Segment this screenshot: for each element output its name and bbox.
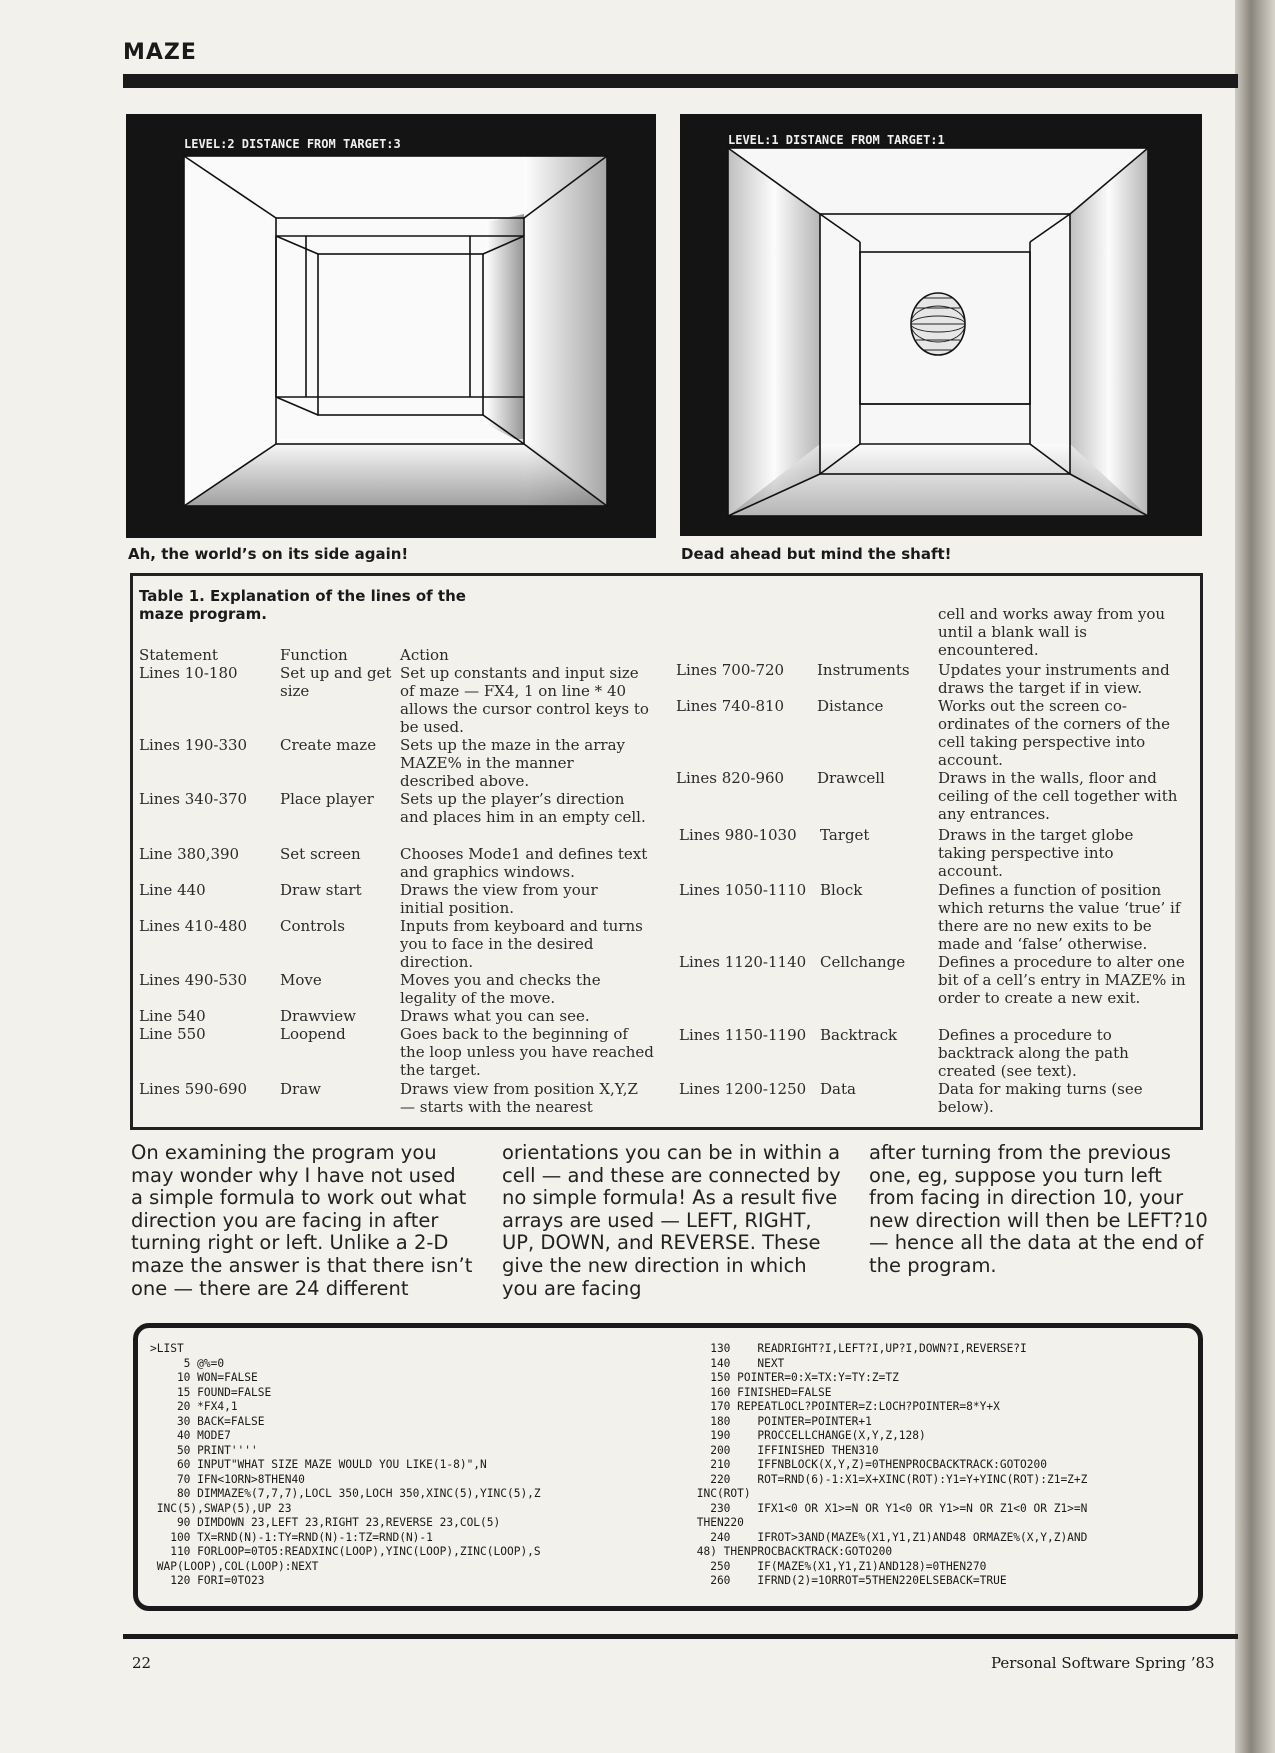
section-title: MAZE: [123, 40, 197, 65]
table-row-statement: Lines 1120-1140: [679, 953, 807, 971]
table-row-function: Data: [820, 1080, 856, 1098]
table-row-action: Moves you and checks the legality of the move.: [400, 971, 601, 1007]
table-row-action: Works out the screen co-ordinates of the corners of the cell taking perspective into account.: [938, 697, 1170, 769]
table-row-function: Controls: [280, 917, 345, 935]
body-paragraph: On examining the program you may wonder why I have not used a simple formula to work out what direction you are facing in after turning right or left. Unlike a 2-D maze the answer is that there isn’t one — there are 24 different: [131, 1141, 473, 1300]
table-row-function: Instruments: [817, 661, 910, 679]
table-row-statement: Lines 980-1030: [679, 826, 797, 844]
table-row-action: Draws in the target globe taking perspective into account.: [938, 826, 1134, 880]
table-row-action: Defines a function of position which returns the value ‘true’ if there are no new exits to be made and ‘false’ otherwise.: [938, 881, 1181, 953]
table-row-statement: Line 540: [139, 1007, 206, 1025]
table-row-function: Distance: [817, 697, 884, 715]
page-edge-binding: [1235, 0, 1275, 1753]
screenshot-2-caption: Dead ahead but mind the shaft!: [681, 545, 952, 563]
table-row-action: Updates your instruments and draws the target if in view.: [938, 661, 1170, 697]
body-paragraph: after turning from the previous one, eg, suppose you turn left from facing in direction 10, your new direction will then be LEFT?10 — hence all the data at the end of the program.: [869, 1141, 1208, 1277]
page-number: 22: [132, 1654, 152, 1672]
table-row-statement: Line 440: [139, 881, 206, 899]
table-title: Table 1. Explanation of the lines of the maze program.: [139, 587, 466, 623]
table-row-action: Sets up the maze in the array MAZE% in the manner described above.: [400, 736, 625, 790]
table-row-function: Block: [820, 881, 863, 899]
table-row-statement: Lines 410-480: [139, 917, 248, 935]
table-row-statement: Lines 740-810: [676, 697, 785, 715]
table-row-function: Move: [280, 971, 322, 989]
table-row-function: Draw start: [280, 881, 362, 899]
table-row-action: Draws the view from your initial position.: [400, 881, 598, 917]
maze-screenshot-1: [126, 114, 656, 538]
body-paragraph: orientations you can be in within a cell — and these are connected by no simple formula! As a result five arrays are used — LEFT, RIGHT, UP, DOWN, and REVERSE. These give the new direction in which you are facing: [502, 1141, 841, 1300]
listing-left-column: >LIST 5 @%=0 10 WON=FALSE 15 FOUND=FALSE 20 *FX4,1 30 BACK=FALSE 40 MODE7 50 PRINT'''' 60 INPUT"WHAT SIZE MAZE WOULD YOU LIKE(1-8)",N 70 IFN<1ORN>8THEN40 80 DIMMAZE%(7,7,7),LOCL 350,LOCH 350,XINC(5),YINC(5),Z INC(5),SWAP(5),UP 23 90 DIMDOWN 23,LEFT 23,RIGHT 23,REVERSE 23,COL(5) 100 TX=RND(N)-1:TY=RND(N)-1:TZ=RND(N)-1 110 FORLOOP=0TO5:READXINC(LOOP),YINC(LOOP),ZINC(LOOP),S WAP(LOOP),COL(LOOP):NEXT 120 FORI=0TO23: [150, 1342, 541, 1587]
table-header-function: Function: [280, 646, 348, 664]
table-row-function: Set up and get size: [280, 664, 392, 700]
table-row-statement: Lines 190-330: [139, 736, 248, 754]
table-row-action: Goes back to the beginning of the loop unless you have reached the target.: [400, 1025, 654, 1079]
hud-text-2: LEVEL:1 DISTANCE FROM TARGET:1: [728, 133, 945, 147]
table-row-function: Target: [820, 826, 870, 844]
table-row-function: Cellchange: [820, 953, 906, 971]
table-row-action: Sets up the player’s direction and places him in an empty cell.: [400, 790, 646, 826]
table-row-statement: Line 380,390: [139, 845, 240, 863]
table-row-statement: Lines 10-180: [139, 664, 238, 682]
table-row-function: Backtrack: [820, 1026, 898, 1044]
table-row-statement: Lines 340-370: [139, 790, 248, 808]
table-row-statement: Lines 1150-1190: [679, 1026, 807, 1044]
table-row-action: Draws in the walls, floor and ceiling of the cell together with any entrances.: [938, 769, 1178, 823]
maze-screenshot-2: [680, 114, 1202, 536]
footer-rule: [123, 1634, 1238, 1639]
listing-right-column: 130 READRIGHT?I,LEFT?I,UP?I,DOWN?I,REVERSE?I 140 NEXT 150 POINTER=0:X=TX:Y=TY:Z=TZ 160 FINISHED=FALSE 170 REPEATLOCL?POINTER=Z:LOCH?POINTER=8*Y+X 180 POINTER=POINTER+1 190 PROCCELLCHANGE(X,Y,Z,128) 200 IFFINISHED THEN310 210 IFFNBLOCK(X,Y,Z)=0THENPROCBACKTRACK:GOTO200 220 ROT=RND(6)-1:X1=X+XINC(ROT):Y1=Y+YINC(ROT):Z1=Z+Z INC(ROT) 230 IFX1<0 OR X1>=N OR Y1<0 OR Y1>=N OR Z1<0 OR Z1>=N THEN220 240 IFROT>3AND(MAZE%(X1,Y1,Z1)AND48 ORMAZE%(X,Y,Z)AND 48) THENPROCBACKTRACK:GOTO200 250 IF(MAZE%(X1,Y1,Z1)AND128)=0THEN270 260 IFRND(2)=1ORROT=5THEN220ELSEBACK=TRUE: [696, 1342, 1088, 1587]
table-row-function: Drawcell: [817, 769, 885, 787]
table-row-action: Data for making turns (see below).: [938, 1080, 1143, 1116]
table-row-action: Set up constants and input size of maze — FX4, 1 on line * 40 allows the cursor control keys to be used.: [400, 664, 649, 736]
table-row-action: Chooses Mode1 and defines text and graphics windows.: [400, 845, 648, 881]
table-row-function: Place player: [280, 790, 374, 808]
table-row-statement: Lines 1050-1110: [679, 881, 807, 899]
table-row-action: Inputs from keyboard and turns you to face in the desired direction.: [400, 917, 643, 971]
table-row-function: Create maze: [280, 736, 377, 754]
screenshot-1-caption: Ah, the world’s on its side again!: [128, 545, 409, 563]
table-row-statement: Lines 820-960: [676, 769, 785, 787]
table-row-statement: Lines 490-530: [139, 971, 248, 989]
header-rule: [123, 74, 1238, 88]
table-row-statement: Line 550: [139, 1025, 206, 1043]
target-globe: [911, 293, 965, 355]
hud-text-1: LEVEL:2 DISTANCE FROM TARGET:3: [184, 137, 401, 151]
table-header-action: Action: [400, 646, 449, 664]
table-header-statement: Statement: [139, 646, 218, 664]
publication-name: Personal Software Spring ’83: [991, 1654, 1215, 1672]
table-row-statement: Lines 1200-1250: [679, 1080, 807, 1098]
table-row-action: Draws what you can see.: [400, 1007, 590, 1025]
table-row-action: Defines a procedure to backtrack along the path created (see text).: [938, 1026, 1129, 1080]
table-row-function: Set screen: [280, 845, 361, 863]
table-row-function: Drawview: [280, 1007, 356, 1025]
table-row-function: Loopend: [280, 1025, 346, 1043]
table-row-action: Defines a procedure to alter one bit of a cell’s entry in MAZE% in order to create a new exit.: [938, 953, 1186, 1007]
table-row-function: Draw: [280, 1080, 321, 1098]
table-row-action: Draws view from position X,Y,Z — starts with the nearest: [400, 1080, 638, 1116]
table-continuation: cell and works away from you until a blank wall is encountered.: [938, 605, 1166, 659]
table-row-statement: Lines 700-720: [676, 661, 785, 679]
table-row-statement: Lines 590-690: [139, 1080, 248, 1098]
